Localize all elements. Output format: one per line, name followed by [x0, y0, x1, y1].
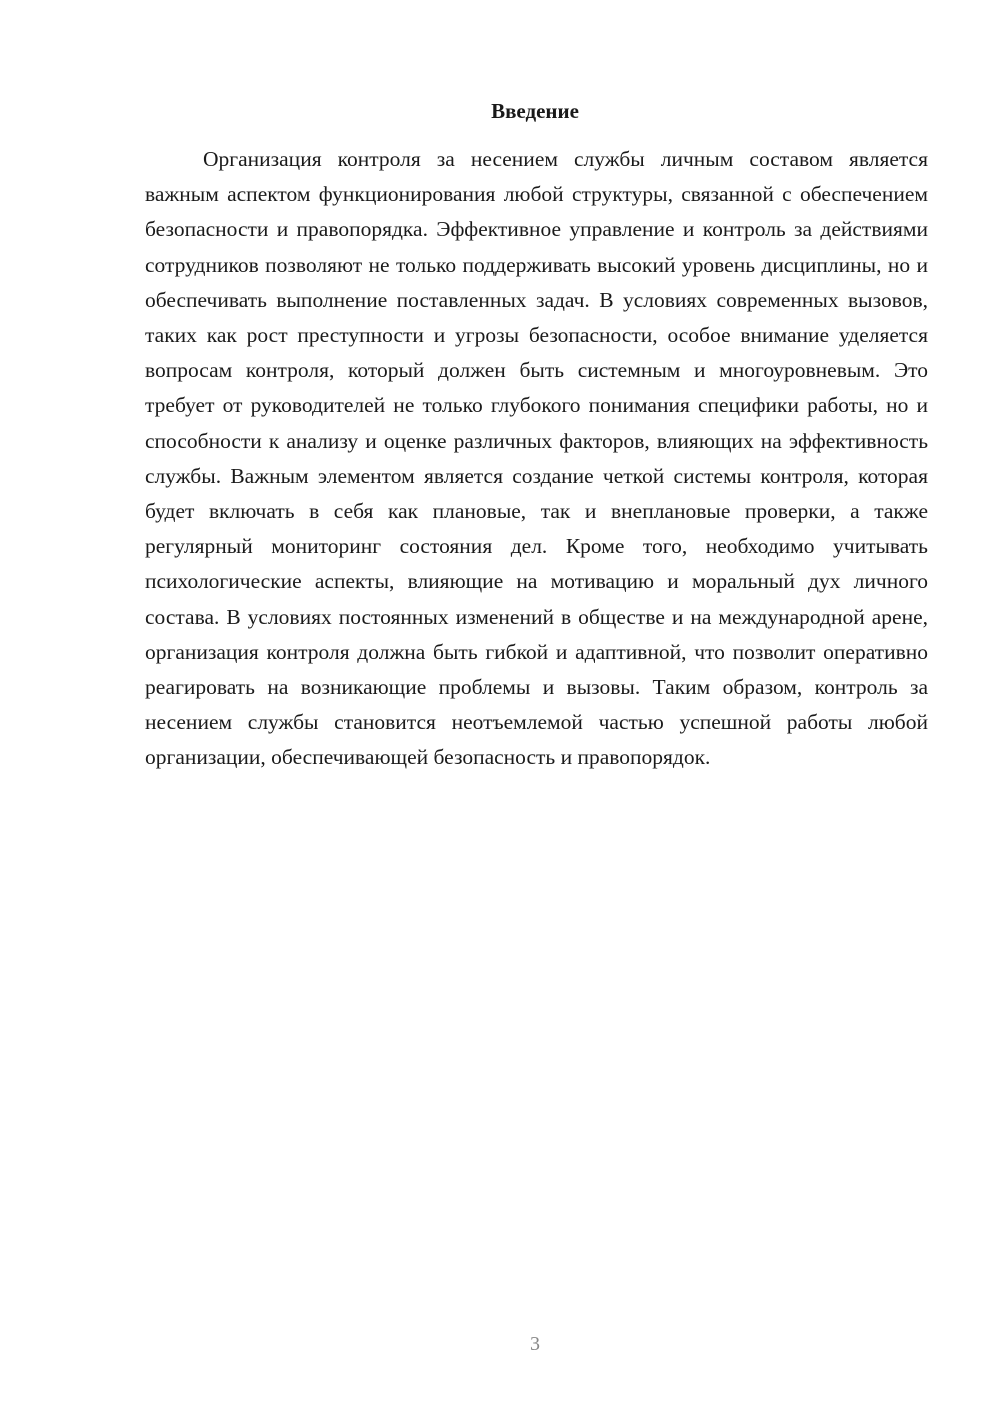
body-paragraph: Организация контроля за несением службы личным составом является важным аспектом функционирования любой структуры, связанной с обеспечением безопасности и правопорядка. Эффективное управление и контроль за действиями сотрудников позволяют не только поддерживать высокий уровень дисциплины, но и обеспечивать выполнение поставленных задач. В условиях современных вызовов, таких как рост преступности и угрозы безопасности, особое внимание уделяется вопросам контроля, который должен быть системным и многоуровневым. Это требует от руководителей не только глубокого понимания специфики работы, но и способности к анализу и оценке различных факторов, влияющих на эффективность службы. Важным элементом является создание четкой системы контроля, которая будет включать в себя как плановые, так и внеплановые проверки, а также регулярный мониторинг состояния дел. Кроме того, необходимо учитывать психологические аспекты, влияющие на мотивацию и моральный дух личного состава. В условиях постоянных изменений в обществе и на международной арене, организация контроля должна быть гибкой и адаптивной, что позволит оперативно реагировать на возникающие проблемы и вызовы. Таким образом, контроль за несением службы становится неотъемлемой частью успешной работы любой организации, обеспечивающей безопасность и правопорядок.	[145, 147, 928, 770]
section-heading: Введение	[491, 99, 579, 123]
page-number: 3	[530, 1333, 540, 1355]
